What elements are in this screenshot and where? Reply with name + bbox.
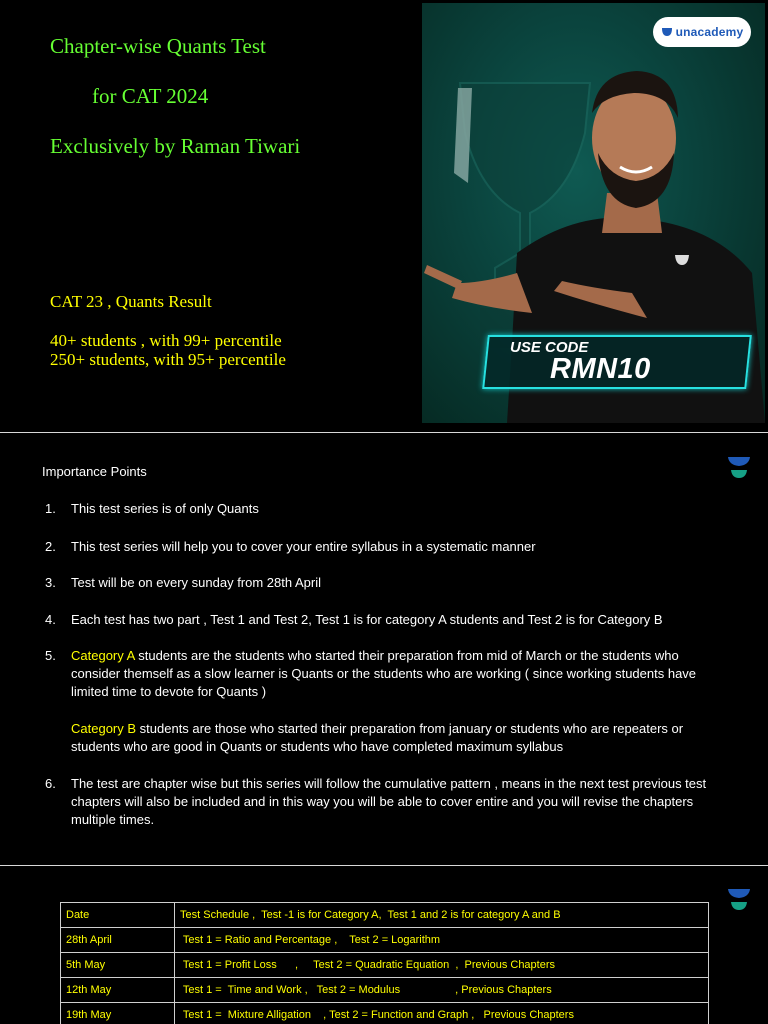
list-item: 6. The test are chapter wise but this series will follow the cumulative pattern , means in the next test previous test chapters will also be included and in this way you will be able to cover entire and you will revise the chapters multiple times. (45, 776, 707, 827)
list-item: 5. Category A students are the students who started their preparation from mid of March or the students who consider themself as a slow learner is Quants or the students who are working ( since working students have limited time to devote for Quants ) (45, 648, 697, 699)
schedule-cell: Test 1 = Mixture Alligation , Test 2 = Function and Graph , Previous Chapters (175, 1003, 709, 1024)
brand-name: unacademy (675, 25, 744, 39)
unacademy-logo-icon (661, 26, 673, 38)
result-line-2: 250+ students, with 95+ percentile (50, 350, 286, 369)
date-cell: 19th May (61, 1003, 175, 1024)
hero-title-line-2: for CAT 2024 (92, 84, 209, 108)
list-item: 2. This test series will help you to cover your entire syllabus in a systematic manner (45, 539, 536, 554)
table-row (61, 953, 709, 978)
coupon-code: RMN10 (550, 353, 651, 385)
slide-divider (0, 432, 768, 433)
header-cell: Date (61, 903, 175, 928)
hero-title-line-1: Chapter-wise Quants Test (50, 34, 266, 58)
schedule-cell: Test 1 = Ratio and Percentage , Test 2 = Logarithm (175, 928, 709, 953)
list-item: 1. This test series is of only Quants (45, 501, 259, 516)
date-cell: 28th April (61, 928, 175, 953)
section-title: Importance Points (42, 464, 147, 479)
table-header-row (61, 903, 709, 928)
list-item: Category B students are those who started their preparation from january or students who are repeaters or students who are good in Quants or students who have completed maximum syllabus (71, 721, 684, 754)
category-b-label: Category B (71, 721, 137, 736)
header-cell: Test Schedule , Test -1 is for Category A, Test 1 and 2 is for category A and B (175, 903, 709, 928)
coupon-label: USE CODE (510, 339, 589, 356)
schedule-cell: Test 1 = Profit Loss , Test 2 = Quadratic Equation , Previous Chapters (175, 953, 709, 978)
list-item: 3. Test will be on every sunday from 28th April (45, 575, 322, 590)
list-item: 4. Each test has two part , Test 1 and Test 2, Test 1 is for category A students and Test 2 is for Category B (45, 612, 663, 627)
table-row (61, 1003, 709, 1024)
unacademy-logo-icon (727, 888, 751, 912)
date-cell: 5th May (61, 953, 175, 978)
hero-title-line-3: Exclusively by Raman Tiwari (50, 134, 301, 158)
table-row (61, 928, 709, 953)
schedule-table (60, 902, 709, 1024)
promo-image (422, 3, 765, 423)
schedule-cell: Test 1 = Time and Work , Test 2 = Modulus , Previous Chapters (175, 978, 709, 1003)
slide-divider (0, 865, 768, 866)
promo-slide (0, 0, 768, 430)
result-heading: CAT 23 , Quants Result (50, 292, 212, 311)
result-line-1: 40+ students , with 99+ percentile (50, 331, 282, 350)
table-row (61, 978, 709, 1003)
category-a-label: Category A (71, 648, 135, 663)
date-cell: 12th May (61, 978, 175, 1003)
unacademy-logo-icon (727, 456, 751, 480)
